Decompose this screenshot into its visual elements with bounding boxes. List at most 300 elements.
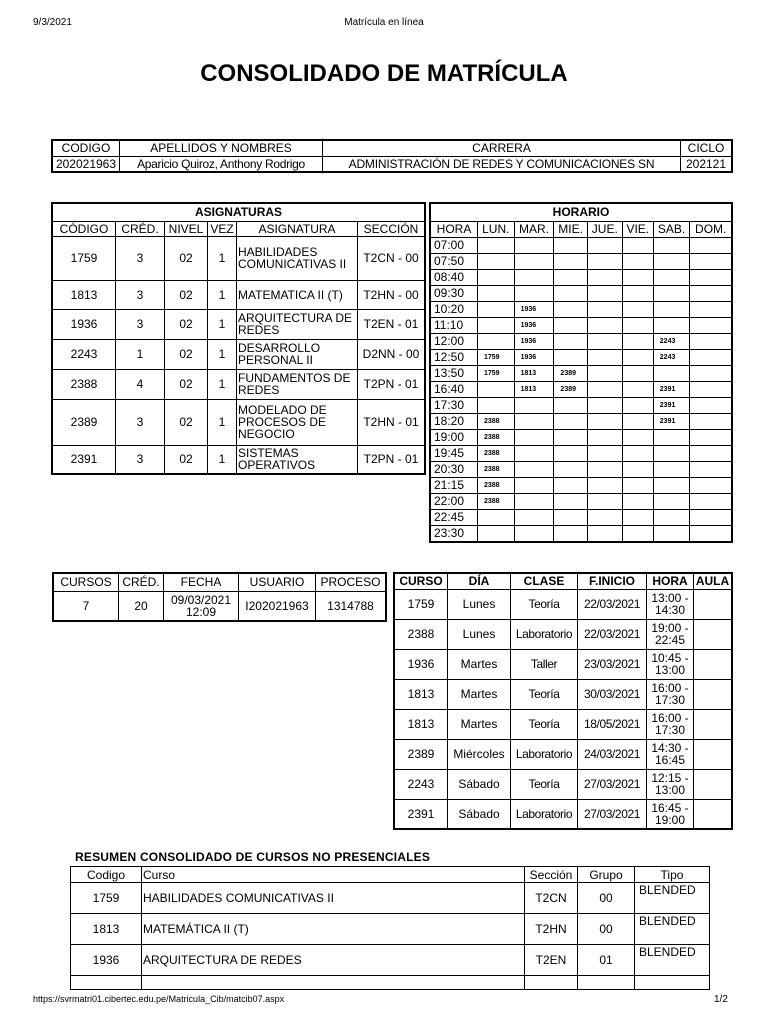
- horario-slot: [514, 461, 554, 477]
- section: D2NN - 00: [358, 339, 426, 369]
- horario-slot: 2388: [478, 445, 515, 461]
- clases-header: AULA: [694, 573, 733, 589]
- horario-slot: [622, 509, 653, 525]
- horario-slot: [690, 493, 732, 509]
- clases-cell: Sábado: [448, 769, 511, 799]
- clases-cell: 27/03/2021: [578, 799, 647, 829]
- horario-slot: 1759: [478, 349, 515, 365]
- resumen-header: PROCESO: [316, 573, 387, 591]
- horario-slot: [478, 237, 515, 253]
- horario-slot: [622, 237, 653, 253]
- horario-slot: [554, 349, 587, 365]
- horario-slot: [554, 301, 587, 317]
- horario-slot: 1936: [514, 317, 554, 333]
- horario-slot: [653, 301, 690, 317]
- student-cycle: 202121: [681, 156, 733, 172]
- horario-slot: 2388: [478, 413, 515, 429]
- clases-header: HORA: [647, 573, 694, 589]
- horario-header: VIE.: [622, 221, 653, 237]
- total-credits: 20: [119, 591, 164, 621]
- horario-slot: [622, 365, 653, 381]
- horario-time: 10:20: [430, 301, 478, 317]
- process-number: 1314788: [316, 591, 387, 621]
- horario-slot: 2388: [478, 493, 515, 509]
- section: T2EN - 01: [358, 309, 426, 339]
- horario-row: [430, 301, 732, 317]
- cell: 3: [116, 280, 165, 309]
- table-row: [394, 619, 732, 649]
- cell: 02: [165, 399, 208, 445]
- horario-slot: [587, 333, 622, 349]
- horario-row: [430, 269, 732, 285]
- horario-slot: [587, 285, 622, 301]
- horario-row: [430, 509, 732, 525]
- horario-slot: [587, 413, 622, 429]
- horario-slot: [690, 429, 732, 445]
- np-cell: T2CN: [525, 883, 578, 914]
- section: T2HN - 00: [358, 280, 426, 309]
- horario-time: 22:00: [430, 493, 478, 509]
- table-row: [394, 589, 732, 619]
- clases-cell: 27/03/2021: [578, 769, 647, 799]
- resumen-header: CURSOS: [53, 573, 119, 591]
- page-title: CONSOLIDADO DE MATRÍCULA: [200, 60, 568, 87]
- horario-slot: [622, 525, 653, 542]
- clases-cell: Teoría: [511, 679, 578, 709]
- horario-slot: [554, 429, 587, 445]
- horario-row: [430, 461, 732, 477]
- resumen-header: FECHA: [164, 573, 239, 591]
- clases-cell: Martes: [448, 649, 511, 679]
- horario-slot: [478, 253, 515, 269]
- clases-cell: 16:00 - 17:30: [647, 709, 694, 739]
- horario-slot: [587, 397, 622, 413]
- horario-slot: 1759: [478, 365, 515, 381]
- horario-slot: [622, 317, 653, 333]
- clases-cell: 12:15 - 13:00: [647, 769, 694, 799]
- horario-slot: [514, 413, 554, 429]
- np-header: Tipo: [635, 867, 710, 883]
- cell: 1813: [52, 280, 116, 309]
- clases-cell: Taller: [511, 649, 578, 679]
- clases-cell: 24/03/2021: [578, 739, 647, 769]
- horario-slot: [587, 493, 622, 509]
- horario-slot: [622, 445, 653, 461]
- horario-slot: [690, 509, 732, 525]
- clases-cell: [694, 739, 733, 769]
- clases-cell: 14:30 - 16:45: [647, 739, 694, 769]
- asig-header: ASIGNATURA: [237, 221, 358, 236]
- horario-time: 22:45: [430, 509, 478, 525]
- print-date: 9/3/2021: [33, 17, 72, 28]
- table-row: [394, 679, 732, 709]
- horario-slot: 2391: [653, 381, 690, 397]
- horario-row: [430, 333, 732, 349]
- cell: 2243: [52, 339, 116, 369]
- horario-time: 12:50: [430, 349, 478, 365]
- horario-row: [430, 317, 732, 333]
- clases-cell: 10:45 - 13:00: [647, 649, 694, 679]
- horario-slot: [478, 397, 515, 413]
- clases-cell: 1813: [394, 709, 448, 739]
- np-header: Grupo: [578, 867, 635, 883]
- horario-row: [430, 381, 732, 397]
- clases-cell: Laboratorio: [511, 739, 578, 769]
- np-cell: 1813: [71, 914, 142, 945]
- horario-slot: [622, 301, 653, 317]
- horario-slot: 2389: [554, 381, 587, 397]
- np-cell: 1936: [71, 945, 142, 976]
- horario-slot: 1813: [514, 381, 554, 397]
- horario-slot: [690, 365, 732, 381]
- clases-cell: Martes: [448, 679, 511, 709]
- asig-header: VEZ: [208, 221, 237, 236]
- np-cell: 00: [578, 914, 635, 945]
- np-cell: BLENDED: [635, 914, 710, 945]
- asignaturas-title: ASIGNATURAS: [52, 203, 425, 221]
- table-row: [71, 883, 710, 914]
- horario-slot: [514, 429, 554, 445]
- horario-slot: [622, 349, 653, 365]
- np-cell: 01: [578, 945, 635, 976]
- clases-cell: [694, 649, 733, 679]
- enrollment-date: 09/03/2021 12:09: [164, 591, 239, 621]
- course-name: SISTEMAS OPERATIVOS: [237, 445, 358, 474]
- horario-slot: [478, 381, 515, 397]
- horario-slot: 1936: [514, 301, 554, 317]
- no-presenciales-table: [70, 866, 710, 990]
- horario-slot: [514, 493, 554, 509]
- horario-slot: [690, 413, 732, 429]
- table-row: [394, 739, 732, 769]
- clases-cell: 1813: [394, 679, 448, 709]
- horario-slot: 1813: [514, 365, 554, 381]
- table-row: [71, 914, 710, 945]
- table-row: [52, 309, 425, 339]
- horario-slot: [478, 509, 515, 525]
- horario-row: [430, 429, 732, 445]
- student-header: CODIGO: [52, 140, 120, 156]
- horario-slot: [653, 253, 690, 269]
- horario-row: [430, 365, 732, 381]
- cell: 02: [165, 369, 208, 399]
- cell: 1: [208, 369, 237, 399]
- horario-slot: 1936: [514, 349, 554, 365]
- horario-slot: 2391: [653, 413, 690, 429]
- resumen-header: CRÉD.: [119, 573, 164, 591]
- horario-time: 07:50: [430, 253, 478, 269]
- horario-slot: [514, 253, 554, 269]
- clases-cell: Sábado: [448, 799, 511, 829]
- horario-slot: [587, 237, 622, 253]
- horario-slot: [587, 477, 622, 493]
- clases-cell: 2391: [394, 799, 448, 829]
- clases-cell: 30/03/2021: [578, 679, 647, 709]
- horario-row: [430, 445, 732, 461]
- horario-header: MAR.: [514, 221, 554, 237]
- cell: 2388: [52, 369, 116, 399]
- horario-row: [430, 349, 732, 365]
- cell: 2391: [52, 445, 116, 474]
- horario-header: MIE.: [554, 221, 587, 237]
- horario-slot: 2388: [478, 477, 515, 493]
- horario-title: HORARIO: [430, 203, 732, 221]
- print-title: Matrícula en línea: [344, 17, 424, 28]
- resumen-header: USUARIO: [239, 573, 316, 591]
- horario-slot: [653, 285, 690, 301]
- clases-cell: [694, 799, 733, 829]
- asig-header: CRÉD.: [116, 221, 165, 236]
- clases-cell: 2388: [394, 619, 448, 649]
- clases-cell: [694, 619, 733, 649]
- horario-row: [430, 493, 732, 509]
- horario-slot: [622, 269, 653, 285]
- horario-slot: [622, 429, 653, 445]
- course-name: MODELADO DE PROCESOS DE NEGOCIO: [237, 399, 358, 445]
- cell: 1759: [52, 236, 116, 280]
- horario-slot: [653, 477, 690, 493]
- horario-slot: [554, 269, 587, 285]
- cell: 4: [116, 369, 165, 399]
- horario-slot: [514, 445, 554, 461]
- horario-slot: [690, 445, 732, 461]
- horario-row: [430, 477, 732, 493]
- horario-slot: [478, 317, 515, 333]
- horario-time: 08:40: [430, 269, 478, 285]
- horario-slot: [690, 381, 732, 397]
- student-header: CICLO: [681, 140, 733, 156]
- horario-slot: [690, 333, 732, 349]
- asig-header: NIVEL: [165, 221, 208, 236]
- table-row: [52, 445, 425, 474]
- np-cell: BLENDED: [635, 883, 710, 914]
- clases-cell: [694, 709, 733, 739]
- cell: 3: [116, 399, 165, 445]
- resumen-table: [52, 572, 387, 622]
- horario-slot: [622, 477, 653, 493]
- clases-header: CLASE: [511, 573, 578, 589]
- no-presenciales-title: RESUMEN CONSOLIDADO DE CURSOS NO PRESENCIALES: [75, 850, 431, 864]
- horario-slot: [690, 269, 732, 285]
- np-cell: BLENDED: [635, 945, 710, 976]
- horario-slot: [514, 237, 554, 253]
- horario-slot: [587, 365, 622, 381]
- horario-slot: [653, 317, 690, 333]
- cell: 1936: [52, 309, 116, 339]
- horario-slot: [587, 253, 622, 269]
- table-row: [394, 709, 732, 739]
- clases-cell: Lunes: [448, 619, 511, 649]
- table-row: [394, 799, 732, 829]
- clases-cell: Teoría: [511, 769, 578, 799]
- horario-slot: [514, 525, 554, 542]
- cell: 3: [116, 309, 165, 339]
- horario-slot: [622, 413, 653, 429]
- horario-slot: [653, 445, 690, 461]
- horario-slot: [690, 349, 732, 365]
- horario-time: 13:50: [430, 365, 478, 381]
- horario-header: JUE.: [587, 221, 622, 237]
- horario-slot: [587, 445, 622, 461]
- np-cell: 00: [578, 883, 635, 914]
- clases-cell: Laboratorio: [511, 619, 578, 649]
- cell: 02: [165, 339, 208, 369]
- horario-slot: [622, 381, 653, 397]
- asignaturas-table: [51, 202, 426, 475]
- np-cell: MATEMÁTICA II (T): [142, 914, 525, 945]
- horario-slot: [690, 525, 732, 542]
- horario-header: SAB.: [653, 221, 690, 237]
- cell: 02: [165, 445, 208, 474]
- clases-cell: 2389: [394, 739, 448, 769]
- horario-slot: [653, 269, 690, 285]
- cell: 1: [208, 280, 237, 309]
- horario-slot: [514, 285, 554, 301]
- np-cell: T2EN: [525, 945, 578, 976]
- horario-row: [430, 253, 732, 269]
- clases-cell: [694, 769, 733, 799]
- cell: 02: [165, 309, 208, 339]
- asig-header: SECCIÓN: [358, 221, 426, 236]
- horario-slot: 2391: [653, 397, 690, 413]
- horario-time: 19:45: [430, 445, 478, 461]
- horario-slot: 2389: [554, 365, 587, 381]
- horario-slot: [514, 509, 554, 525]
- horario-slot: [478, 525, 515, 542]
- horario-slot: [622, 253, 653, 269]
- clases-cell: 22/03/2021: [578, 619, 647, 649]
- user: I202021963: [239, 591, 316, 621]
- student-header: CARRERA: [323, 140, 681, 156]
- horario-slot: 2388: [478, 429, 515, 445]
- horario-time: 21:15: [430, 477, 478, 493]
- horario-slot: [554, 461, 587, 477]
- horario-slot: [478, 333, 515, 349]
- horario-slot: [587, 429, 622, 445]
- horario-slot: [690, 237, 732, 253]
- horario-time: 16:40: [430, 381, 478, 397]
- clases-cell: 23/03/2021: [578, 649, 647, 679]
- cell: 3: [116, 236, 165, 280]
- horario-slot: [587, 301, 622, 317]
- clases-header: CURSO: [394, 573, 448, 589]
- course-name: DESARROLLO PERSONAL II: [237, 339, 358, 369]
- clases-cell: [694, 679, 733, 709]
- horario-slot: [653, 237, 690, 253]
- horario-slot: [653, 509, 690, 525]
- horario-slot: [587, 269, 622, 285]
- horario-time: 07:00: [430, 237, 478, 253]
- horario-slot: [622, 461, 653, 477]
- horario-slot: [587, 461, 622, 477]
- horario-time: 23:30: [430, 525, 478, 542]
- horario-slot: [554, 493, 587, 509]
- horario-slot: [653, 429, 690, 445]
- np-header: Curso: [142, 867, 525, 883]
- clases-cell: [694, 589, 733, 619]
- horario-time: 19:00: [430, 429, 478, 445]
- horario-slot: [653, 461, 690, 477]
- clases-cell: 22/03/2021: [578, 589, 647, 619]
- horario-header: LUN.: [478, 221, 515, 237]
- horario-slot: [690, 317, 732, 333]
- horario-header: HORA: [430, 221, 478, 237]
- np-cell: ARQUITECTURA DE REDES: [142, 945, 525, 976]
- table-row: [71, 945, 710, 976]
- course-name: MATEMATICA II (T): [237, 280, 358, 309]
- table-row: [52, 369, 425, 399]
- horario-slot: [554, 253, 587, 269]
- clases-table: [393, 572, 733, 830]
- footer-url[interactable]: https://svrmatri01.cibertec.edu.pe/Matricula_Cib/matcib07.aspx: [33, 994, 285, 1004]
- clases-cell: Teoría: [511, 709, 578, 739]
- np-header: Codigo: [71, 867, 142, 883]
- horario-slot: 2243: [653, 333, 690, 349]
- np-cell: 1759: [71, 883, 142, 914]
- student-career: ADMINISTRACIÓN DE REDES Y COMUNICACIONES SN: [323, 156, 681, 172]
- horario-slot: [554, 285, 587, 301]
- horario-time: 09:30: [430, 285, 478, 301]
- cell: 1: [208, 309, 237, 339]
- clases-cell: Martes: [448, 709, 511, 739]
- clases-cell: Laboratorio: [511, 799, 578, 829]
- horario-time: 20:30: [430, 461, 478, 477]
- clases-cell: 2243: [394, 769, 448, 799]
- table-row: [394, 649, 732, 679]
- table-row: [52, 399, 425, 445]
- horario-slot: [622, 285, 653, 301]
- table-row: [52, 339, 425, 369]
- asig-header: CÓDIGO: [52, 221, 116, 236]
- course-name: ARQUITECTURA DE REDES: [237, 309, 358, 339]
- horario-slot: 1936: [514, 333, 554, 349]
- student-table: [51, 139, 733, 173]
- student-name: Aparicio Quiroz, Anthony Rodrigo: [120, 156, 323, 172]
- horario-slot: [478, 301, 515, 317]
- horario-slot: [554, 477, 587, 493]
- horario-slot: [554, 237, 587, 253]
- horario-slot: [622, 397, 653, 413]
- horario-slot: [587, 349, 622, 365]
- horario-table: [429, 202, 733, 543]
- horario-slot: [514, 397, 554, 413]
- horario-time: 18:20: [430, 413, 478, 429]
- section: T2PN - 01: [358, 445, 426, 474]
- student-header: APELLIDOS Y NOMBRES: [120, 140, 323, 156]
- page-number: 1/2: [714, 994, 728, 1005]
- cell: 1: [208, 445, 237, 474]
- clases-cell: 1759: [394, 589, 448, 619]
- clases-header: DÍA: [448, 573, 511, 589]
- horario-time: 17:30: [430, 397, 478, 413]
- clases-cell: Teoría: [511, 589, 578, 619]
- horario-row: [430, 525, 732, 542]
- horario-slot: [554, 413, 587, 429]
- horario-header: DOM.: [690, 221, 732, 237]
- horario-slot: [690, 301, 732, 317]
- horario-slot: [587, 381, 622, 397]
- horario-slot: [554, 525, 587, 542]
- np-header: Sección: [525, 867, 578, 883]
- table-row: [52, 236, 425, 280]
- horario-slot: [554, 445, 587, 461]
- section: T2PN - 01: [358, 369, 426, 399]
- horario-row: [430, 413, 732, 429]
- horario-slot: 2388: [478, 461, 515, 477]
- table-row: [394, 769, 732, 799]
- cell: 1: [208, 399, 237, 445]
- np-cell: T2HN: [525, 914, 578, 945]
